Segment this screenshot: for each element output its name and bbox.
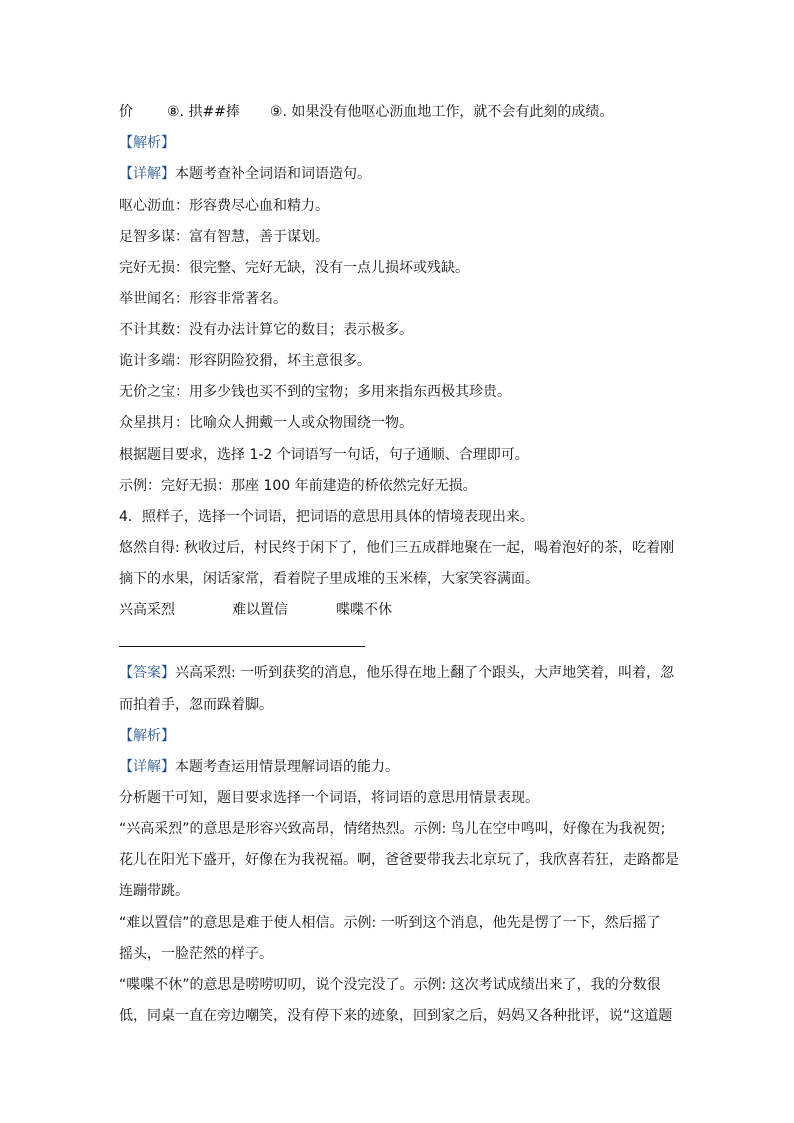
detail-line-1 — [119, 165, 679, 183]
idiom-definition: 诡计多端：形容阴险狡猾，坏主意很多。 — [119, 353, 371, 369]
idiom-definition: 众星拱月：比喻众人拥戴一人或众物围绕一物。 — [119, 415, 413, 431]
analysis-text: 花儿在阳光下盛开，好像在为我祝福。啊，爸爸要带我去北京玩了，我欣喜若狂，走路都是 — [119, 852, 679, 868]
answer-line-2: 而拍着手，忽而跺着脚。 — [119, 697, 273, 713]
idiom-definition: 不计其数：没有办法计算它的数目；表示极多。 — [119, 322, 413, 338]
question-4-title: 4．照样子，选择一个词语，把词语的意思用具体的情境表现出来。 — [119, 509, 534, 525]
idiom-definition: 足智多谋：富有智慧，善于谋划。 — [119, 229, 329, 245]
analysis-text: “喋喋不休”的意思是唠唠叨叨，说个没完没了。示例: 这次考试成绩出来了，我的分数很 — [119, 977, 661, 993]
analysis-text: 分析题干可知，题目要求选择一个词语，将词语的意思用情景表现。 — [119, 790, 539, 806]
instruction-text: 根据题目要求，选择 1-2 个词语写一句话，句子通顺、合理即可。 — [119, 447, 529, 463]
idiom-definition: 举世闻名：形容非常著名。 — [119, 291, 287, 307]
answer-text-1: 兴高采烈: 一听到获奖的消息，他乐得在地上翻了个跟头，大声地笑着，叫着，忽 — [175, 665, 675, 681]
detail-line-2 — [119, 758, 679, 776]
answer-part-1: 价 — [119, 104, 133, 120]
detail-label-2: 【详解】 — [119, 759, 175, 775]
idiom-definition: 呕心沥血：形容费尽心血和精力。 — [119, 198, 329, 214]
answer-part-3: ⑨. 如果没有他呕心沥血地工作，就不会有此刻的成绩。 — [269, 104, 614, 120]
answer-continuation-line — [119, 103, 679, 121]
answer-separator-rule — [119, 646, 365, 647]
analysis-label-1: 【解析】 — [119, 135, 175, 151]
analysis-text: “兴高采烈”的意思是形容兴致高昂，情绪热烈。示例: 鸟儿在空中鸣叫，好像在为我祝贺; — [119, 821, 666, 837]
detail-text-2: 本题考查运用情景理解词语的能力。 — [175, 759, 399, 775]
word-option: 兴高采烈 — [119, 602, 175, 618]
example-sentence: 示例：完好无损：那座 100 年前建造的桥依然完好无损。 — [119, 478, 477, 494]
answer-line-1 — [119, 664, 679, 682]
analysis-text: 摇头，一脸茫然的样子。 — [119, 946, 273, 962]
word-option: 难以置信 — [232, 602, 288, 618]
answer-part-2: ⑧. 拱##捧 — [167, 104, 240, 120]
analysis-text: 低，同桌一直在旁边嘲笑，没有停下来的迹象，回到家之后，妈妈又各种批评，说“这道题 — [119, 1008, 673, 1024]
detail-label-1: 【详解】 — [119, 166, 175, 182]
analysis-label-2: 【解析】 — [119, 728, 175, 744]
idiom-definition: 无价之宝：用多少钱也买不到的宝物；多用来指东西极其珍贵。 — [119, 384, 511, 400]
word-option: 喋喋不休 — [336, 602, 392, 618]
question-4-example-line-2: 摘下的水果，闲话家常，看着院子里成堆的玉米棒，大家笑容满面。 — [119, 571, 539, 587]
idiom-definition: 完好无损：很完整、完好无缺，没有一点儿损坏或残缺。 — [119, 260, 469, 276]
detail-text-1: 本题考查补全词语和词语造句。 — [175, 166, 371, 182]
answer-label: 【答案】 — [119, 665, 175, 681]
analysis-text: 连蹦带跳。 — [119, 883, 189, 899]
question-4-word-options — [119, 601, 679, 619]
analysis-text: “难以置信”的意思是难于使人相信。示例: 一听到这个消息，他先是愣了一下，然后摇了 — [119, 915, 661, 931]
question-4-example-line-1: 悠然自得: 秋收过后，村民终于闲下了，他们三五成群地聚在一起，喝着泡好的茶，吃着刚 — [119, 540, 675, 556]
